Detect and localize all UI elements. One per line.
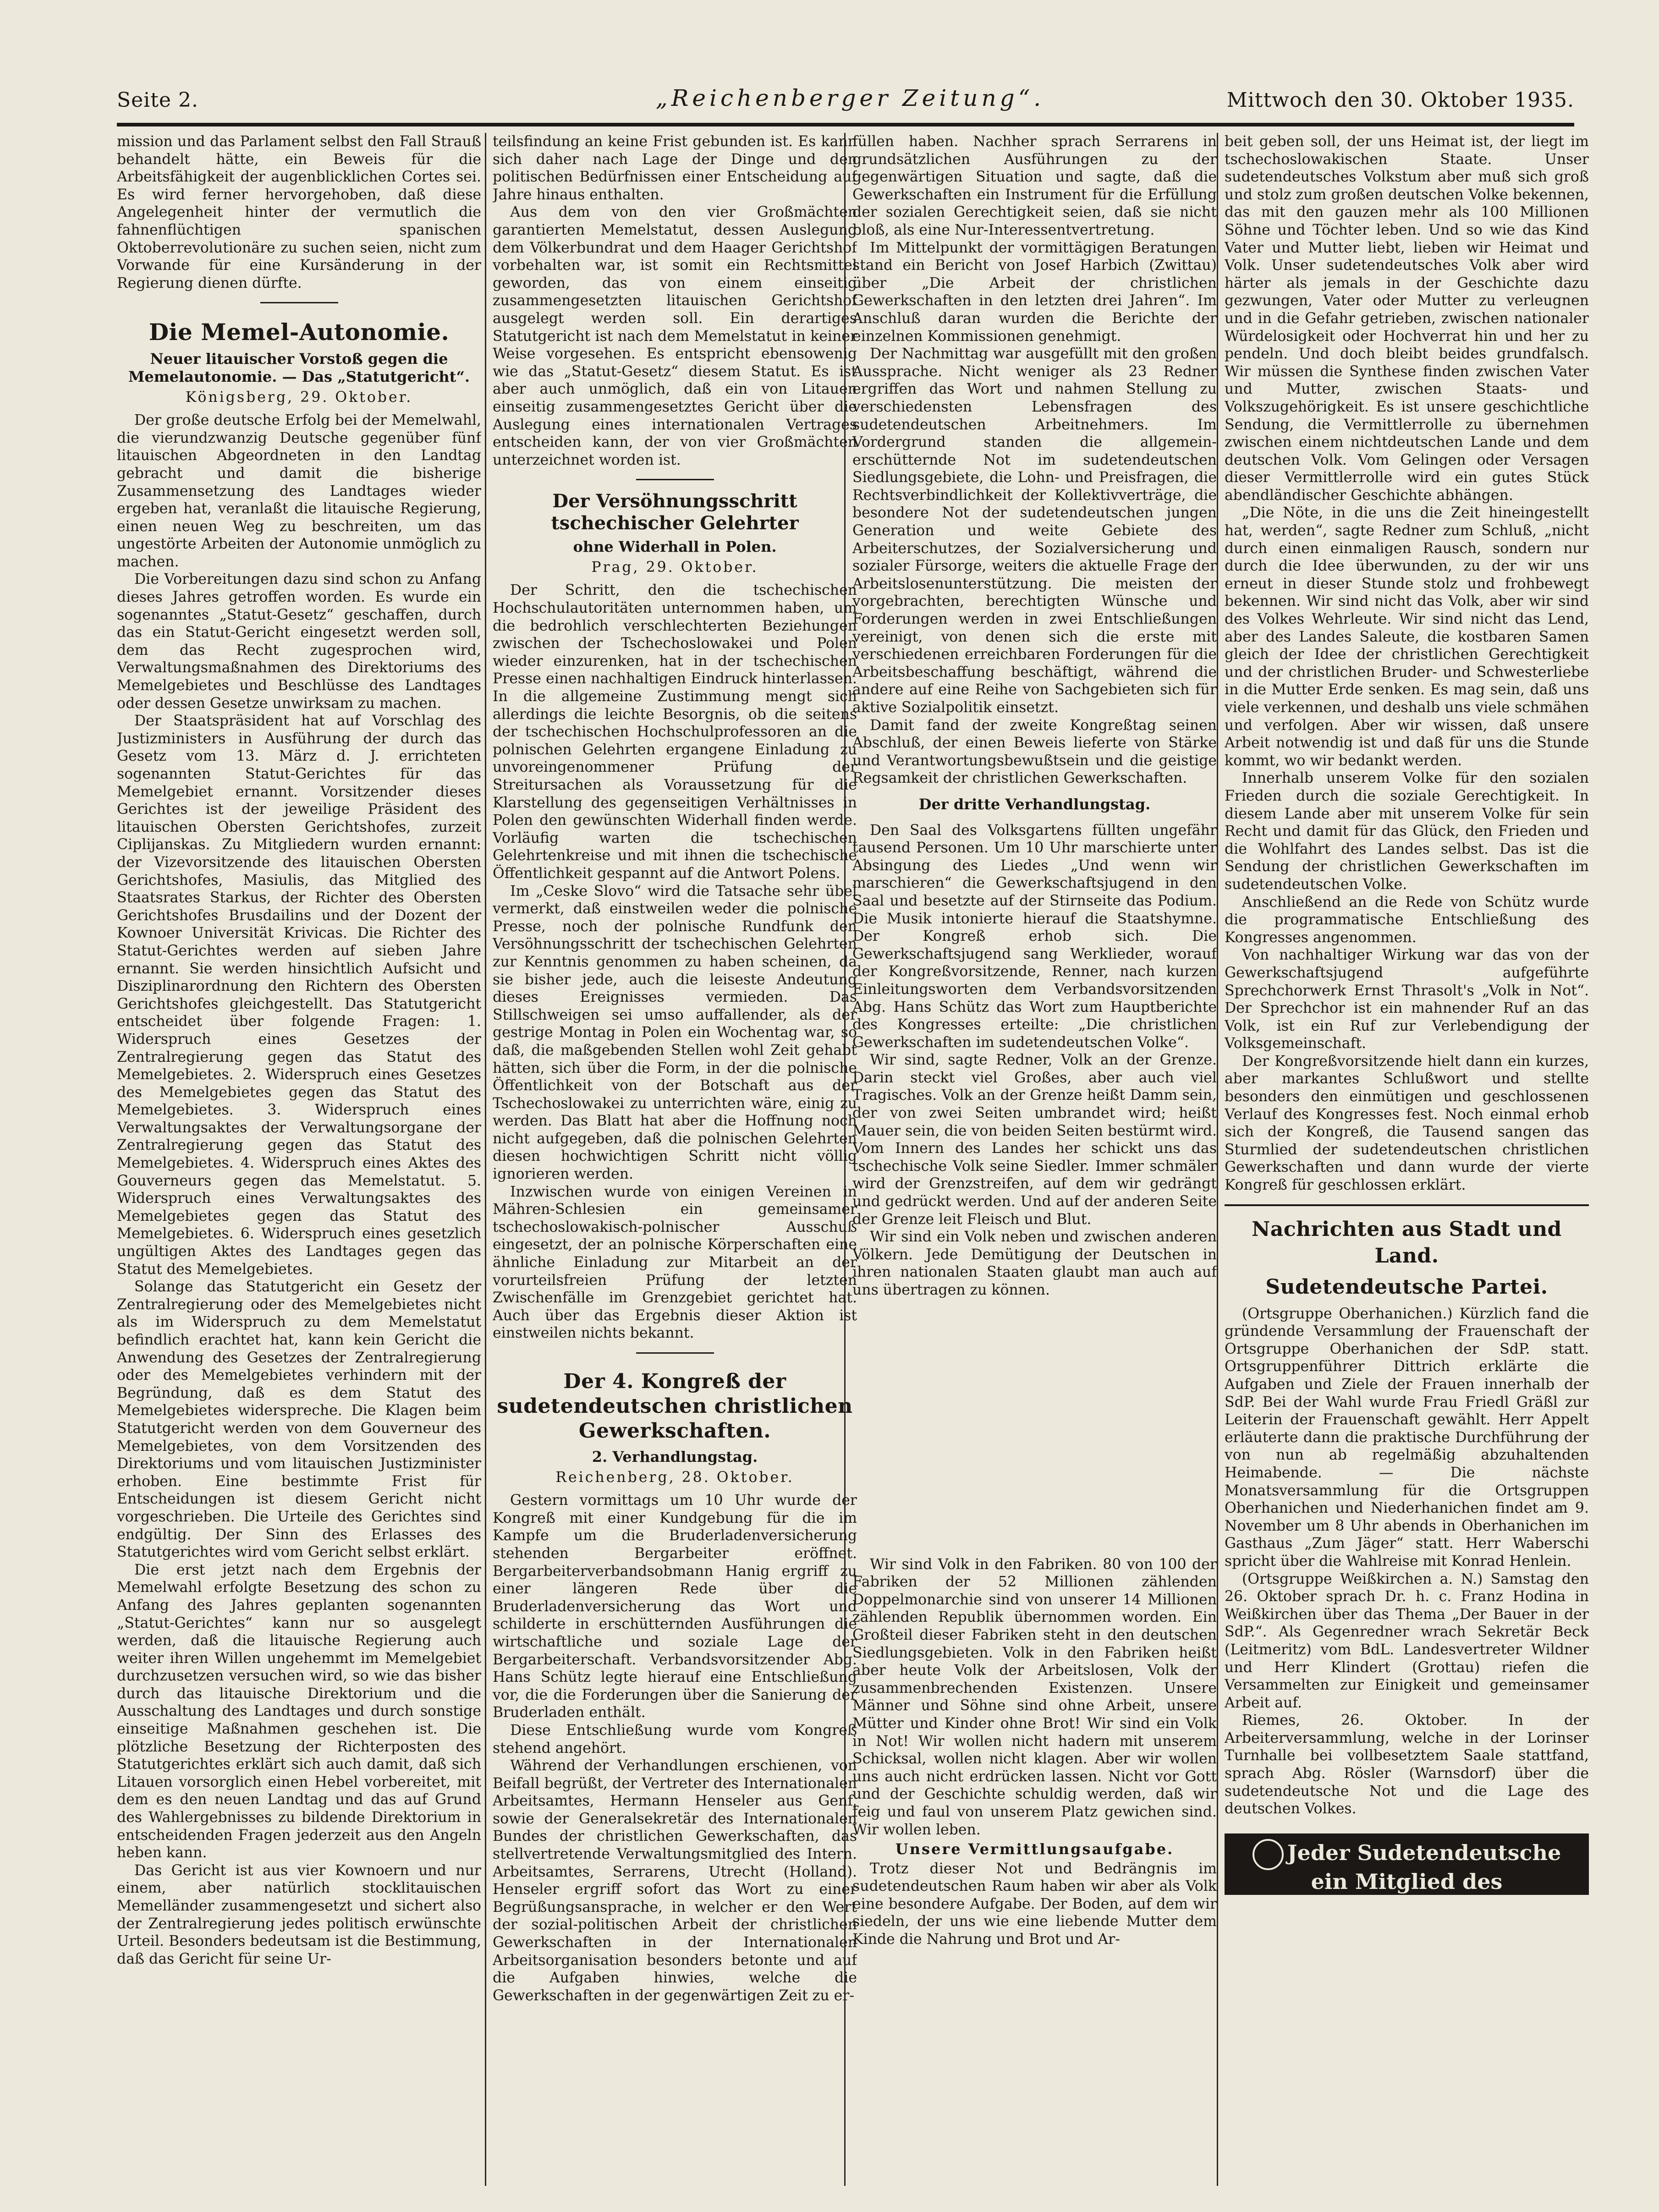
article-text: (Ortsgruppe Oberhanichen.) Kürzlich fand die gründende Versammlung der Frauenschaft der Ortsgruppe Oberhanichen der SdP. statt. Ortsgruppenführer Dittrich erklärte die Aufgaben und Ziele der Frauen innerhalb der SdP. Bei der Wahl wurde Frau Friedl Gräßl zur Leiterin der Frauenschaft gewählt. Herr Appelt erläuterte dann die praktische Durchführung der von nun ab regelmäßig abzuhaltenden Heimabende. — Die nächste Monatsversammlung für die Ortsgruppen Oberhanichen und Niederhanichen findet am 9. November um 8 Uhr abends in Oberhanichen im Gasthaus „Zum Jäger“ statt. Herr Waberschi spricht über die Wahlreise mit Konrad Henlein. — [1225, 1305, 1589, 1570]
article-text: Wir sind Volk in den Fabriken. 80 von 100 der Fabriken der 52 Millionen zählenden Doppelmonarchie sind von unserer 14 Millionen zählenden Republik übernommen worden. Ein Großteil dieser Fabriken steht in den deutschen Siedlungsgebieten. Volk in den Fabriken heißt aber heute Volk der Arbeitslosen, Volk der zusammenbrechenden Existenzen. Unsere Männer und Söhne sind ohne Arbeit, unsere Mütter und Kinder ohne Brot! Wir sind ein Volk in Not! Wir wollen nicht hadern mit unserem Schicksal, wollen nicht klagen. Aber wir wollen uns auch nicht erdrücken lassen. Nicht vor Gott und der Geschichte schuldig werden, daß wir feig und faul von unserem Platz gewichen sind. Wir wollen leben. — [852, 1556, 1217, 1838]
page-number: Seite 2. — [117, 88, 198, 112]
headline-versoehnung: Der Versöhnungsschritt tschechischer Gelehrter — [551, 490, 799, 534]
article-text: Solange das Statutgericht ein Gesetz der Zentralregierung oder des Memelgebietes nicht als im Widerspruch zu dem Memelstatut befindlich erachtet hat, kann kein Gericht die Anwendung des Gesetzes der Zentralregierung oder des Memelgebietes verhindern mit der Begründung, daß es dem Statut des Memelgebietes widerspreche. Die Klagen beim Statutgericht werden von dem Gouverneur des Memelgebietes, von dem Vorsitzenden des Direktoriums und vom litauischen Justizminister erhoben. Eine bestimmte Frist für Entscheidungen ist diesem Gericht nicht vorgeschrieben. Die Urteile des Gerichtes sind endgültig. Der Sinn des Erlasses des Statutgerichtes wird vom Gericht selbst erklärt. — [117, 1279, 481, 1561]
section-heading: Nachrichten aus Stadt und Land. — [1252, 1217, 1562, 1268]
headline-memel: Die Memel-Autonomie. — [148, 318, 450, 346]
article-text: Während der Verhandlungen erschienen, von Beifall begrüßt, der Vertreter des Internationalen Arbeitsamtes, Hermann Henseler aus Genf, sowie der Generalsekretär des Internationalen Bundes der christlichen Gewerkschaften, das stellvertretende Verwaltungsmitglied des Intern. Arbeitsamtes, Serrarens, Utrecht (Holland). Henseler ergriff sofort das Wort zu einer Begrüßungsansprache, in welcher er den Wert der sozial-politischen Arbeit der christlichen Gewerkschaften in der Internationalen Arbeitsorganisation besonders betonte und auf die Aufgaben hinwies, welche die Gewerkschaften in der gegenwärtigen Zeit zu er- — [493, 1757, 857, 2004]
advertisement-banner — [1225, 1833, 1589, 1917]
article-text: (Ortsgruppe Weißkirchen a. N.) Samstag den 26. Oktober sprach Dr. h. c. Franz Hodina in Weißkirchen über das Thema „Der Bauer in der SdP.“. Als Gegenredner wrach Sekretär Beck (Leitmeritz) vom BdL. Landesvertreter Wildner und Herr Klindert (Grottau) riefen die Versammelten zur Einigkeit und gemeinsamer Arbeit auf. — [1225, 1570, 1589, 1711]
issue-date: Mittwoch den 30. Oktober 1935. — [1226, 88, 1574, 112]
subheadline: Unsere Vermittlungsaufgabe. — [895, 1840, 1174, 1858]
column-1 — [117, 133, 481, 2186]
dateline: Reichenberg, 28. Oktober. — [555, 1469, 794, 1486]
article-text: „Die Nöte, in die uns die Zeit hineingestellt hat, werden“, sagte Redner zum Schluß, „nicht durch einen einmaligen Rausch, sondern nur durch die Idee überwunden, zu der wir uns erneut in dieser Stunde stolz und frohbewegt bekennen. Wir sind nicht das Volk, aber wir sind des Volkes Wehrleute. Wir sind nicht das Lend, aber des Landes Saleute, die kostbaren Samen gleich der Idee der christlichen Gerechtigkeit und der christlichen Bruder- und Schwesterliebe in die Mutter Erde senken. Es mag sein, daß uns viele verkennen, und deshalb uns viele schmähen und verfolgen. Aber wir wissen, daß unsere Arbeit notwendig ist und daß für uns die Stunde kommt, wo wir bedankt werden. — [1225, 505, 1589, 769]
article-text: Inzwischen wurde von einigen Vereinen in Mähren-Schlesien ein gemeinsamer tschechoslowakisch-polnischer Ausschuß eingesetzt, der an polnische Körperschaften eine ähnliche Einladung zur Mitarbeit an der vorurteilsfreien Prüfung der letzten Zwischenfälle im Grenzgebiet gerichtet hat. Auch über das Ergebnis dieser Aktion ist einstweilen nichts bekannt. — [493, 1183, 857, 1342]
article-text: teilsfindung an keine Frist gebunden ist. Es kann sich daher nach Lage der Dinge und den politischen Bedürfnissen einer Entscheidung auf Jahre hinaus enthalten. — [493, 133, 857, 203]
headline-kongress: Der 4. Kongreß der sudetendeutschen christlichen Gewerkschaften. — [497, 1370, 853, 1443]
article-text: Damit fand der zweite Kongreßtag seinen Abschluß, der einen Beweis lieferte von Stärke und Verantwortungsbewußtsein und die geistige Regsamkeit der christlichen Gewerkschaften. — [852, 717, 1217, 787]
article-text: Trotz dieser Not und Bedrängnis im sudetendeutschen Raum haben wir aber als Volk eine besondere Aufgabe. Der Boden, auf dem wir siedeln, der uns wie eine liebende Mutter dem Kinde die Nahrung und Brot und Ar- — [852, 1860, 1217, 1948]
article-text: Die Vorbereitungen dazu sind schon zu Anfang dieses Jahres getroffen worden. Es wurde ein sogenanntes „Statut-Gesetz“ geschaffen, durch das ein Statut-Gericht eingesetzt werden soll, dem das Recht zugesprochen wird, Verwaltungsmaßnahmen des Direktoriums des Memelgebietes und Beschlüsse des Landtages oder dessen Gesetze unwirksam zu machen. — [117, 571, 481, 712]
column-2 — [493, 133, 857, 2186]
article-text: Das Gericht ist aus vier Kownoern und nur einem, aber natürlich stocklitauischen Memelländer zusammengesetzt und sichert also der Zentralregierung jedes politisch erwünschte Urteil. Besonders bedeutsam ist die Bestimmung, daß das Gericht für seine Ur- — [117, 1862, 481, 1967]
article-text: Im „Ceske Slovo“ wird die Tatsache sehr übel vermerkt, daß einstweilen weder die polnische Presse, noch der polnische Rundfunk den Versöhnungsschritt der tschechischen Gelehrten zur Kenntnis genommen zu haben scheinen, da sie bisher jede, auch die leiseste Andeutung dieses Ereignisses vermieden. Das Stillschweigen sei umso auffallender, als der gestrige Montag in Polen ein Wochentag war, so daß, die maßgebenden Stellen wohl Zeit gehabt hätten, sich über die Form, in der die polnische Öffentlichkeit von der Botschaft aus der Tschechoslowakei zu unterrichten wäre, einig zu werden. Das Blatt hat aber die Hoffnung noch nicht aufgegeben, daß die polnischen Gelehrten diesen hochwichtigen Schritt nicht völlig ignorieren werden. — [493, 883, 857, 1183]
blank-space — [852, 1299, 1217, 1556]
advertisement-text: Jeder Sudetendeutsche ein Mitglied des Kulturverbandes! — [1287, 1840, 1561, 1917]
article-text: Riemes, 26. Oktober. In der Arbeiterversammlung, welche in der Lorinser Turnhalle bei vollbesetztem Saale stattfand, sprach Abg. Rösler (Warnsdorf) über die sudetendeutsche Not und die Lage des deutschen Volkes. — [1225, 1712, 1589, 1817]
column-4 — [1225, 133, 1589, 2186]
column-3 — [852, 133, 1217, 2186]
separator — [260, 302, 338, 303]
article-text: Im Mittelpunkt der vormittägigen Beratungen stand ein Bericht von Josef Harbich (Zwittau) über „Die Arbeit der christlichen Gewerkschaften in den letzten drei Jahren“. Im Anschluß daran wurden die Berichte der einzelnen Kommissionen genehmigt. — [852, 239, 1217, 345]
article-text: Diese Entschließung wurde vom Kongreß stehend angehört. — [493, 1722, 857, 1756]
article-text: Der Schritt, den die tschechischen Hochschulautoritäten unternommen haben, um die bedrohlich verschlechterten Beziehungen zwischen der Tschechoslowakei und Polen wieder einzurenken, hat in der tschechischen Presse einen nachhaltigen Eindruck hinterlassen. In die allgemeine Zustimmung mengt sich allerdings die leichte Besorgnis, ob die seitens der tschechischen Hochschulprofessoren an die polnischen Gelehrten ergangene Einladung zu unvoreingenommener Prüfung der Streitursachen als Voraussetzung für die Klarstellung des gegenseitigen Verhältnisses in Polen den gewünschten Widerhall finden werde. Vorläufig warten die tschechischen Gelehrtenkreise und mit ihnen die tschechische Öffentlichkeit gespannt auf die Antwort Polens. — [493, 582, 857, 882]
subheadline: Neuer litauischer Vorstoß gegen die Memelautonomie. — Das „Statutgericht“. — [128, 350, 470, 385]
subheadline: ohne Widerhall in Polen. — [573, 538, 777, 556]
article-text: Der Kongreßvorsitzende hielt dann ein kurzes, aber markantes Schlußwort und stellte besonders den einmütigen und geschlossenen Verlauf des Kongresses fest. Noch einmal erhob sich der Kongreß, die Tausend sangen das Sturmlied der sudetendeutschen christlichen Gewerkschaften und dann wurde der vierte Kongreß für geschlossen erklärt. — [1225, 1053, 1589, 1194]
subheadline: 2. Verhandlungstag. — [592, 1448, 758, 1466]
column-divider — [485, 133, 486, 2186]
article-text: Anschließend an die Rede von Schütz wurde die programmatische Entschließung des Kongresses angenommen. — [1225, 894, 1589, 946]
dateline: Prag, 29. Oktober. — [591, 559, 758, 576]
article-text: Innerhalb unserem Volke für den sozialen Frieden durch die soziale Gerechtigkeit. In diesem Lande aber mit unserem Volke für sein Recht und damit für das Glück, den Frieden und die Wohlfahrt des Landes selbst. Das ist die Sendung der christlichen Gewerkschaften im sudetendeutschen Volke. — [1225, 770, 1589, 893]
article-text: Aus dem von den vier Großmächten garantierten Memelstatut, dessen Auslegung dem Völkerbundrat und dem Haager Gerichtshof vorbehalten war, ist somit ein Rechtsmittel geworden, das von einem einseitig zusammengesetzten litauischen Gerichtshof ausgelegt werden soll. Ein derartiges Statutgericht ist nach dem Memelstatut in keiner Weise vorgesehen. Es entspricht ebensowenig wie das „Statut-Gesetz“ diesem Statut. Es ist aber auch unmöglich, daß ein von Litauen einseitig zusammengesetztes Gericht über die Auslegung eines internationalen Vertrages entscheiden kann, der von vier Großmächten unterzeichnet worden ist. — [493, 204, 857, 468]
article-text: Von nachhaltiger Wirkung war das von der Gewerkschaftsjugend aufgeführte Sprechchorwerk Ernst Thrasolt's „Volk in Not“. Der Sprechchor ist ein mahnender Ruf an das Volk, ist ein Ruf zur Verlebendigung der Volksgemeinschaft. — [1225, 947, 1589, 1052]
newspaper-title: „Reichenberger Zeitung“. — [655, 85, 1045, 111]
article-text: Der große deutsche Erfolg bei der Memelwahl, die vierundzwanzig Deutsche gegenüber fünf litauischen Abgeordneten in den Landtag gebracht und damit die bisherige Zusammensetzung des Landtages wieder ergeben hat, veranlaßt die litauische Regierung, einen neuen Weg zu beschreiten, um das ungestörte Arbeiten der Autonomie unmöglich zu machen. — [117, 412, 481, 570]
subheadline: Der dritte Verhandlungstag. — [918, 795, 1151, 813]
article-text: mission und das Parlament selbst den Fall Strauß behandelt hätte, ein Beweis für die Arbeitsfähigkeit der augenblicklichen Cortes sei. Es wird ferner hervorgehoben, daß diese Angelegenheit hinter der vermutlich die fahnenflüchtigen spanischen Oktoberrevolutionäre zu suchen seien, nicht zum Vorwande für eine Kursänderung in der Regierung dienen dürfte. — [117, 133, 481, 291]
article-text: Der Staatspräsident hat auf Vorschlag des Justizministers in Ausführung der durch das Gesetz vom 13. März d. J. errichteten sogenannten Statut-Gerichtes für das Memelgebiet ernannt. Vorsitzender dieses Gerichtes ist der jeweilige Präsident des litauischen Obersten Gerichtshofes, zurzeit Ciplijanskas. Zu Mitgliedern wurden ernannt: der Vizevorsitzende des litauischen Obersten Gerichtshofes, Masiulis, das Mitglied des Staatsrates Starkus, der Richter des Obersten Gerichtshofes Brusdailins und der Dozent der Kownoer Universität Krivicas. Die Richter des Statut-Gerichtes werden auf sieben Jahre ernannt. Sie werden hinsichtlich Aufsicht und Disziplinarordnung den Richtern des Obersten Gerichtshofes gleichgestellt. Das Statutgericht entscheidet über folgende Fragen: 1. Widerspruch eines Gesetzes der Zentralregierung gegen das Statut des Memelgebietes. 2. Widerspruch eines Gesetzes des Memelgebietes gegen das Statut des Memelgebietes. 3. Widerspruch eines Verwaltungsaktes der Verwaltungsorgane der Zentralregierung gegen das Statut des Memelgebietes. 4. Widerspruch eines Aktes des Gouverneurs gegen das Memelstatut. 5. Widerspruch eines Verwaltungsaktes des Memelgebietes gegen das Statut des Memelgebietes. 6. Widerspruch eines gesetzlich ungültigen Aktes des Landtages gegen das Statut des Memelgebietes. — [117, 713, 481, 1278]
article-text: Wir sind ein Volk neben und zwischen anderen Völkern. Jede Demütigung der Deutschen in ihren nationalen Staaten glaubt man auch auf uns übertragen zu können. — [852, 1229, 1217, 1298]
page-header — [117, 80, 1574, 124]
party-heading: Sudetendeutsche Partei. — [1265, 1275, 1548, 1299]
article-text: füllen haben. Nachher sprach Serrarens in grundsätzlichen Ausführungen zu der gegenwärtigen Situation und sagte, daß die Gewerkschaften ein Instrument für die Erfüllung der sozialen Gerechtigkeit seien, daß sie nicht bloß, als eine Nur-Interessentvertretung. — [852, 133, 1217, 238]
separator — [636, 479, 714, 480]
association-logo-icon — [1252, 1839, 1284, 1870]
article-text: beit geben soll, der uns Heimat ist, der liegt im tschechoslowakischen Staate. Unser sudetendeutsches Volkstum aber muß sich groß und stolz zum großen deutschen Volke bekennen, das mit den gauzen mehr als 100 Millionen Söhne und Töchter leben. Und so wie das Kind Vater und Mutter liebt, lieben wir Heimat und Volk. Unser sudetendeutsches Volk aber wird härter als jemals in der Geschichte dazu gezwungen, Vater oder Mutter zu verleugnen und in die Gefahr getrieben, zwischen nationaler Würdelosigkeit oder Hochverrat hin und her zu pendeln. Und doch bleibt beides grundfalsch. Wir müssen die Synthese finden zwischen Vater und Mutter, zwischen Staats- und Volkszugehörigkeit. Es ist unsere geschichtliche Sendung, die Vermittlerrolle zu übernehmen zwischen einem nichtdeutschen Lande und dem deutschen Volk. Vom Gelingen oder Versagen dieser Vermittlerrolle wird ein gutes Stück abendländischer Geschichte abhängen. — [1225, 133, 1589, 504]
header-rule — [117, 123, 1574, 126]
article-text: Der Nachmittag war ausgefüllt mit den großen Aussprache. Nicht weniger als 23 Redner ergriffen das Wort und nahmen Stellung zu verschiedensten Lebensfragen des sudetendeutschen Arbeitnehmers. Im Vordergrund standen die allgemein-erschütternde Not im sudetendeutschen Siedlungsgebiete, die Lohn- und Preisfragen, die Rechtsverbindlichkeit der Kollektivverträge, die besondere Not der sudetendeutschen jungen Generation und weite Gebiete des Arbeiterschutzes, der Sozialversicherung und sozialer Fürsorge, weiters die aktuelle Frage der Arbeitslosenunterstützung. Die meisten der vorgebrachten, berechtigten Wünsche und Forderungen werden in zwei Entschließungen vereinigt, von denen sich die erste mit verschiedenen erreichbaren Forderungen für die Arbeitsbeschaffung beschäftigt, während die andere auf eine Reihe von Sachgebieten sich für aktive Sozialpolitik einsetzt. — [852, 346, 1217, 716]
article-text: Den Saal des Volksgartens füllten ungefähr tausend Personen. Um 10 Uhr marschierte unter Absingung des Liedes „Und wenn wir marschieren“ die Gewerkschaftsjugend in den Saal und besetzte auf der Stirnseite das Podium. Die Musik intonierte hierauf die Staatshymne. Der Kongreß erhob sich. Die Gewerkschaftsjugend sang Werklieder, worauf der Kongreßvorsitzende, Renner, nach kurzen Einleitungsworten dem Verbandsvorsitzenden Abg. Hans Schütz das Wort zum Hauptberichte des Kongresses erteilte: „Die christlichen Gewerkschaften im sudetendeutschen Volke“. — [852, 822, 1217, 1051]
article-text: Wir sind, sagte Redner, Volk an der Grenze. Darin steckt viel Großes, aber auch viel Tragisches. Volk an der Grenze heißt Damm sein, der von zwei Seiten umbrandet wird; heißt Mauer sein, die von beiden Seiten bestürmt wird. Vom Innern des Landes her schickt uns das tschechische Volk seine Siedler. Immer schmäler wird der Grenzstreifen, auf dem wir gedrängt und gedrückt werden. Und auf der anderen Seite der Grenze leit Fleisch und Blut. — [852, 1052, 1217, 1228]
article-text: Die erst jetzt nach dem Ergebnis der Memelwahl erfolgte Besetzung des schon zu Anfang des Jahres geplanten sogenannten „Statut-Gerichtes“ kann nur so ausgelegt werden, daß die litauische Regierung auch weiter ihren Willen ungehemmt im Memelgebiet durchzusetzen versuchen wird, so wie das bisher durch das litauische Direktorium und die Ausschaltung des Landtages und durch sonstige einseitige Maßnahmen geschehen ist. Die plötzliche Besetzung der Richterposten des Statutgerichtes erklärt sich auch damit, daß sich Litauen vorsorglich einen Hebel vorbereitet, mit dem es den neuen Landtag und das auf Grund des Wahlergebnisses zu bildende Direktorium in entscheidenden Fragen jederzeit aus den Angeln heben kann. — [117, 1561, 481, 1861]
dateline: Königsberg, 29. Oktober. — [185, 389, 413, 406]
separator — [1225, 1204, 1589, 1206]
article-text: Gestern vormittags um 10 Uhr wurde der Kongreß mit einer Kundgebung für die im Kampfe um die Bruderladenversicherung stehenden Bergarbeiter eröffnet. Bergarbeiterverbandsobmann Hanig ergriff zu einer längeren Rede über die Bruderladenversicherung das Wort und schilderte in erschütternden Ausführungen die wirtschaftliche und soziale Lage der Bergarbeiterschaft. Verbandsvorsitzender Abg. Hans Schütz legte hierauf eine Entschließung vor, die die Forderungen über die Sanierung der Bruderladen enthält. — [493, 1492, 857, 1721]
column-divider — [1217, 133, 1218, 2186]
separator — [636, 1352, 714, 1354]
